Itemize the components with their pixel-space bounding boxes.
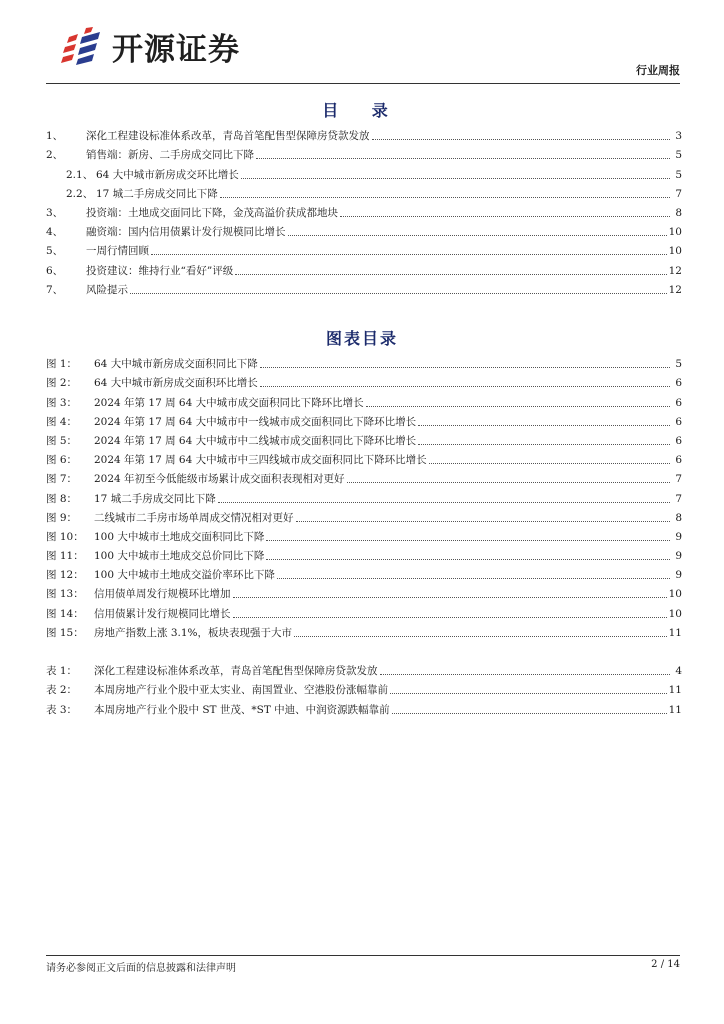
toc-number: 5、 [46,245,64,258]
figure-number: 图 7： [46,473,78,486]
table-entry[interactable] [46,697,682,716]
figure-text: 房地产指数上涨 3.1%，板块表现强于大市 [94,626,293,639]
dot-leader [366,406,670,407]
table-text: 本周房地产行业个股中亚太实业、南国置业、空港股份涨幅靠前 [94,684,388,697]
dot-leader [151,254,667,255]
figure-number: 图 5： [46,434,78,447]
figure-page: 10 [668,588,682,601]
toc-page: 5 [675,168,682,181]
table-page: 11 [668,684,682,697]
toc-number: 2.1、 [66,168,94,181]
figure-entry[interactable] [46,429,682,448]
figure-page: 10 [668,607,682,620]
figure-text: 2024 年第 17 周 64 大中城市成交面积同比下降环比增长 [94,396,364,409]
figure-entry[interactable] [46,563,682,582]
toc-title: 目 录 [322,101,402,120]
figure-number: 图 13： [46,588,84,601]
figure-entry[interactable] [46,506,682,525]
dot-leader [372,139,671,140]
figure-text: 100 大中城市土地成交面积同比下降 [94,530,265,543]
figure-text: 2024 年第 17 周 64 大中城市中三四线城市成交面积同比下降环比增长 [94,454,427,467]
toc-page: 10 [668,245,682,258]
toc-text: 融资端：国内信用债累计发行规模同比增长 [86,226,286,239]
brand-name: 开源证券 [112,32,240,68]
figure-text: 二线城市二手房市场单周成交情况相对更好 [94,511,294,524]
dot-leader [340,216,670,217]
toc-page: 8 [675,206,682,219]
dot-leader [241,178,670,179]
toc-text: 64 大中城市新房成交环比增长 [96,168,239,181]
figure-page: 5 [675,358,682,371]
footer-disclaimer: 请务必参阅正文后面的信息披露和法律声明 [46,963,236,974]
report-type-tag: 行业周报 [636,64,680,77]
toc-page: 12 [668,264,682,277]
figure-text: 2024 年第 17 周 64 大中城市中二线城市成交面积同比下降环比增长 [94,434,417,447]
figure-number: 图 14： [46,607,84,620]
figure-number: 图 6： [46,454,78,467]
dot-leader [296,521,671,522]
figure-page: 9 [675,569,682,582]
figure-entry[interactable] [46,371,682,390]
dot-leader [260,367,670,368]
figure-number: 图 9： [46,511,78,524]
toc-number: 3、 [46,206,64,219]
figure-page: 7 [675,492,682,505]
figure-number: 图 8： [46,492,78,505]
figure-text: 信用债累计发行规模同比增长 [94,607,231,620]
dot-leader [418,425,670,426]
toc-page: 3 [675,130,682,143]
footer-divider [46,955,680,956]
figure-entry[interactable] [46,410,682,429]
figure-text: 100 大中城市土地成交总价同比下降 [94,550,265,563]
dot-leader [266,540,670,541]
figure-page: 6 [675,415,682,428]
figure-page: 11 [668,626,682,639]
table-text: 深化工程建设标准体系改革，青岛首笔配售型保障房贷款发放 [94,665,378,678]
toc-number: 2.2、 [66,187,94,200]
figure-entry[interactable] [46,467,682,486]
figure-text: 100 大中城市土地成交溢价率环比下降 [94,569,275,582]
figure-entry[interactable] [46,525,682,544]
toc-number: 4、 [46,226,64,239]
figure-page: 6 [675,434,682,447]
toc-page: 12 [668,283,682,296]
figure-text: 17 城二手房成交同比下降 [94,492,216,505]
figure-page: 9 [675,530,682,543]
table-page: 4 [675,665,682,678]
figure-number: 图 4： [46,415,78,428]
dot-leader [130,293,667,294]
toc-entry[interactable] [46,258,682,277]
figure-list [46,352,682,640]
figure-number: 图 1： [46,358,78,371]
figure-number: 图 11： [46,550,84,563]
figure-text: 64 大中城市新房成交面积同比下降 [94,358,258,371]
figure-page: 9 [675,550,682,563]
figure-toc-title: 图表目录 [325,329,398,348]
kaiyuan-logo-icon [60,27,104,67]
page-number: 2 / 14 [651,959,680,970]
toc-page: 5 [675,149,682,162]
dot-leader [260,386,670,387]
toc-text: 销售端：新房、二手房成交同比下降 [86,149,254,162]
figure-page: 7 [675,473,682,486]
dot-leader [294,636,667,637]
figure-number: 图 2： [46,377,78,390]
dot-leader [233,617,667,618]
dot-leader [429,463,670,464]
figure-entry[interactable] [46,352,682,371]
toc-entry[interactable] [46,278,682,297]
figure-entry[interactable] [46,582,682,601]
toc-entry[interactable] [46,124,682,143]
dot-leader [347,482,670,483]
figure-entry[interactable] [46,448,682,467]
toc-page: 7 [675,187,682,200]
figure-number: 图 12： [46,569,84,582]
toc-number: 7、 [46,283,64,296]
dot-leader [235,274,666,275]
toc-entry[interactable] [46,162,682,181]
dot-leader [266,559,670,560]
dot-leader [418,444,670,445]
toc-number: 2、 [46,149,64,162]
toc-entry[interactable] [46,220,682,239]
toc-page: 10 [668,226,682,239]
figure-page: 6 [675,377,682,390]
figure-entry[interactable] [46,601,682,620]
brand-logo [60,24,240,69]
figure-number: 图 15： [46,626,84,639]
figure-text: 2024 年第 17 周 64 大中城市中一线城市成交面积同比下降环比增长 [94,415,417,428]
figure-entry[interactable] [46,621,682,640]
toc-entry[interactable] [46,143,682,162]
table-list [46,659,682,717]
dot-leader [380,674,671,675]
toc-text: 深化工程建设标准体系改革，青岛首笔配售型保障房贷款发放 [86,130,370,143]
toc-number: 1、 [46,130,64,143]
toc-text: 投资端：土地成交面同比下降，金茂高溢价获成都地块 [86,206,338,219]
table-entry[interactable] [46,678,682,697]
figure-entry[interactable] [46,390,682,409]
toc-entry[interactable] [46,239,682,258]
dot-leader [392,713,667,714]
figure-page: 6 [675,396,682,409]
table-number: 表 2： [46,684,78,697]
dot-leader [288,235,667,236]
toc-text: 17 城二手房成交同比下降 [96,187,218,200]
figure-text: 2024 年初至今低能级市场累计成交面积表现相对更好 [94,473,345,486]
toc-number: 6、 [46,264,64,277]
page-header [46,18,680,84]
figure-page: 6 [675,454,682,467]
dot-leader [390,693,667,694]
figure-number: 图 10： [46,530,84,543]
figure-page: 8 [675,511,682,524]
dot-leader [256,158,670,159]
figure-text: 64 大中城市新房成交面积环比增长 [94,377,258,390]
dot-leader [233,597,667,598]
toc-entry[interactable] [46,201,682,220]
table-number: 表 1： [46,665,78,678]
table-text: 本周房地产行业个股中 ST 世茂、*ST 中迪、中润资源跌幅靠前 [94,703,390,716]
header-divider [46,83,680,85]
dot-leader [220,197,670,198]
dot-leader [218,502,670,503]
toc-text: 投资建议：维持行业“看好”评级 [86,264,234,277]
table-number: 表 3： [46,703,78,716]
toc-text: 风险提示 [86,283,128,296]
table-page: 11 [668,703,682,716]
table-of-contents [46,124,682,297]
table-entry[interactable] [46,659,682,678]
figure-number: 图 3： [46,396,78,409]
figure-entry[interactable] [46,486,682,505]
figure-text: 信用债单周发行规模环比增加 [94,588,231,601]
dot-leader [277,578,670,579]
toc-text: 一周行情回顾 [86,245,149,258]
figure-entry[interactable] [46,544,682,563]
toc-entry[interactable] [46,182,682,201]
